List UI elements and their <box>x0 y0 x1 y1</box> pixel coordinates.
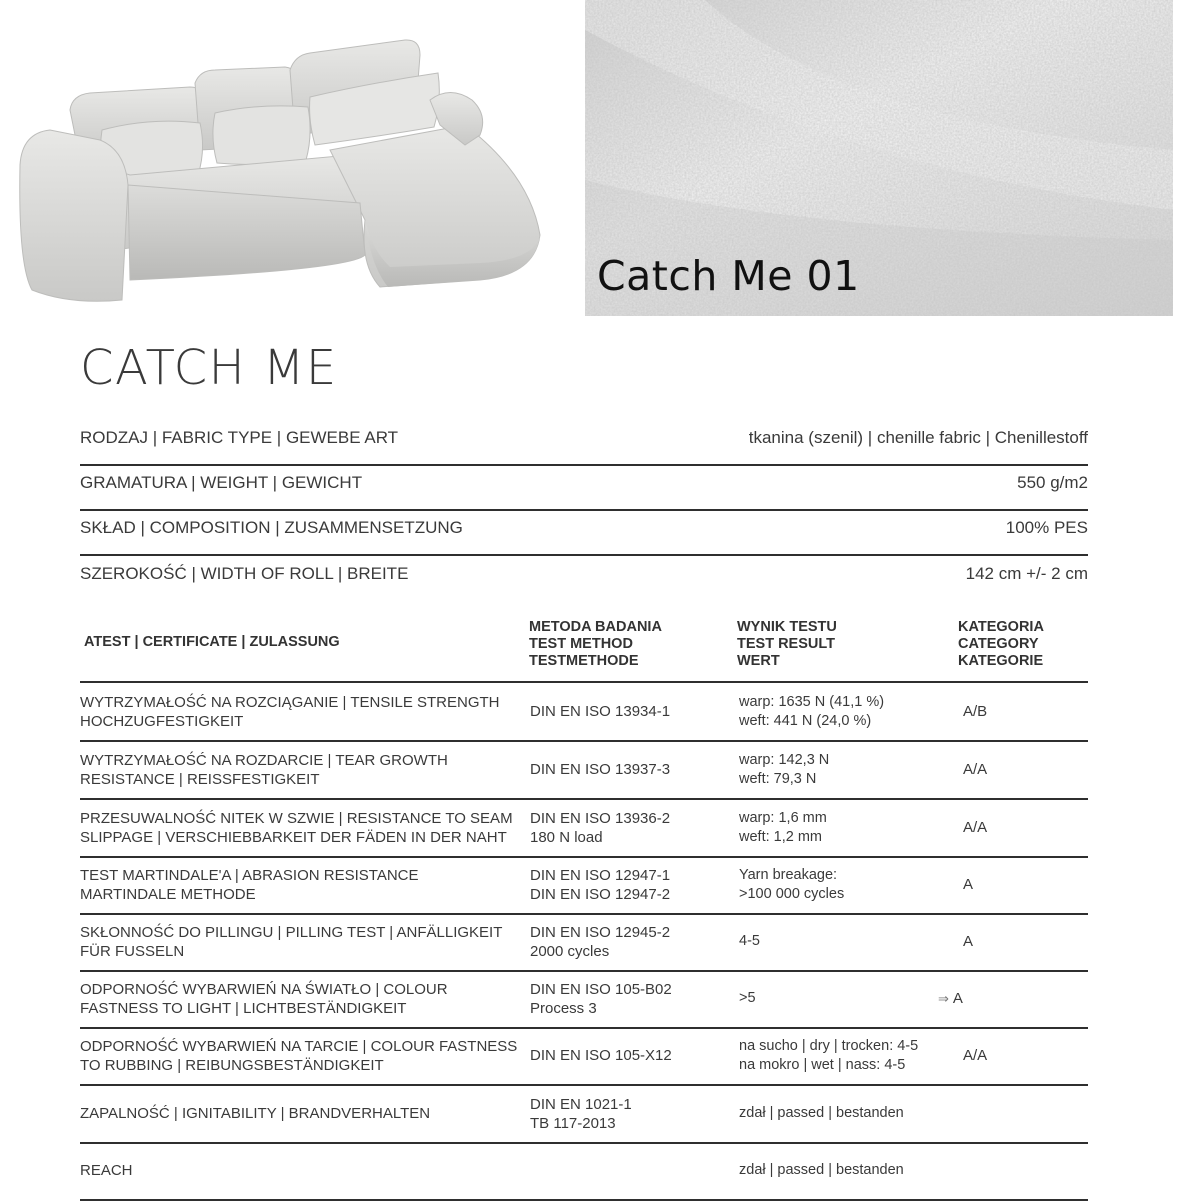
test-row <box>80 683 1088 742</box>
test-name-line: ODPORNOŚĆ WYBARWIEŃ NA TARCIE | COLOUR FASTNESS <box>80 1037 518 1055</box>
test-method-line: TB 117-2013 <box>530 1114 616 1132</box>
spec-row <box>80 463 1088 511</box>
spec-label: SKŁAD | COMPOSITION | ZUSAMMENSETZUNG <box>80 518 463 537</box>
test-name-line: ZAPALNOŚĆ | IGNITABILITY | BRANDVERHALTEN <box>80 1105 431 1122</box>
swatch-label: Catch Me 01 <box>597 252 860 300</box>
test-row <box>80 1027 1088 1086</box>
test-method <box>530 1095 730 1133</box>
test-result <box>739 751 949 789</box>
test-row <box>80 1142 1088 1201</box>
test-name-line: ODPORNOŚĆ WYBARWIEŃ NA ŚWIATŁO | COLOUR <box>80 980 448 998</box>
test-name-line: SKŁONNOŚĆ DO PILLINGU | PILLING TEST | ANFÄLLIGKEIT <box>80 923 503 941</box>
test-method-line: DIN EN ISO 12945-2 <box>530 923 671 941</box>
test-row <box>80 970 1088 1029</box>
test-result-line: Yarn breakage: <box>739 866 838 883</box>
test-method <box>530 702 730 721</box>
header-result: WYNIK TESTU TEST RESULT WERT <box>737 619 837 669</box>
test-name-line: RESISTANCE | REISSFESTIGKEIT <box>80 770 320 788</box>
test-result-line: na sucho | dry | trocken: 4-5 <box>739 1037 919 1054</box>
test-method <box>530 980 730 1018</box>
test-row <box>80 1085 1088 1144</box>
test-category-value: A/A <box>963 761 988 778</box>
test-name-line: FASTNESS TO LIGHT | LICHTBESTÄNDIGKEIT <box>80 999 407 1017</box>
spec-label: GRAMATURA | WEIGHT | GEWICHT <box>80 473 363 492</box>
test-result <box>739 693 949 731</box>
spec-value: 142 cm +/- 2 cm <box>965 564 1088 583</box>
test-name <box>80 866 520 904</box>
spec-label: SZEROKOŚĆ | WIDTH OF ROLL | BREITE <box>80 564 409 583</box>
test-method <box>530 760 730 779</box>
test-name-line: FÜR FUSSELN <box>80 942 185 960</box>
test-name-line: REACH <box>80 1162 133 1179</box>
test-method-line: Process 3 <box>530 999 597 1017</box>
test-result <box>739 932 949 951</box>
sofa-image <box>10 25 555 305</box>
test-category-value: A <box>952 990 963 1007</box>
test-method-line: 2000 cycles <box>530 942 610 960</box>
test-name <box>80 751 520 789</box>
test-name <box>80 693 520 731</box>
test-method-line: DIN EN ISO 13934-1 <box>530 703 671 720</box>
test-result-line: >5 <box>739 990 756 1006</box>
test-result <box>739 809 949 847</box>
spec-label: RODZAJ | FABRIC TYPE | GEWEBE ART <box>80 428 399 447</box>
test-result <box>739 1104 949 1123</box>
test-method <box>530 866 730 904</box>
page-title: CATCH ME <box>80 340 338 396</box>
test-result-line: warp: 1,6 mm <box>739 809 827 826</box>
test-category <box>963 702 1073 721</box>
test-name <box>80 1037 520 1075</box>
test-category-value: A/B <box>963 703 988 720</box>
test-name-line: PRZESUWALNOŚĆ NITEK W SZWIE | RESISTANCE TO SEAM <box>80 809 513 827</box>
test-name-line: TEST MARTINDALE'A | ABRASION RESISTANCE <box>80 866 419 884</box>
test-category-value: A/A <box>963 819 988 836</box>
test-method-line: 180 N load <box>530 828 603 846</box>
test-category-value: A <box>963 876 974 893</box>
test-method <box>530 1046 730 1065</box>
test-result-line: warp: 142,3 N <box>739 751 830 768</box>
test-result-line: zdał | passed | bestanden <box>739 1105 904 1121</box>
test-result <box>739 1037 949 1075</box>
test-result-line: >100 000 cycles <box>739 885 845 902</box>
test-result-line: na mokro | wet | nass: 4-5 <box>739 1056 906 1073</box>
test-name-line: HOCHZUGFESTIGKEIT <box>80 712 244 730</box>
spec-row <box>80 554 1088 600</box>
test-method-line: DIN EN ISO 105-X12 <box>530 1047 672 1064</box>
test-name <box>80 1161 520 1180</box>
test-category <box>938 989 1048 1008</box>
test-result-line: weft: 1,2 mm <box>739 828 822 845</box>
test-method-line: DIN EN ISO 13936-2 <box>530 809 671 827</box>
test-result <box>739 989 949 1008</box>
test-row <box>80 913 1088 972</box>
test-row <box>80 856 1088 915</box>
header-certificate: ATEST | CERTIFICATE | ZULASSUNG <box>84 634 340 650</box>
test-name <box>80 923 520 961</box>
test-category-value: A/A <box>963 1047 988 1064</box>
test-name-line: WYTRZYMAŁOŚĆ NA ROZDARCIE | TEAR GROWTH <box>80 751 448 769</box>
test-category <box>963 932 1073 951</box>
test-name-line: TO RUBBING | REIBUNGSBESTÄNDIGKEIT <box>80 1056 384 1074</box>
test-method-line: DIN EN 1021-1 <box>530 1095 632 1113</box>
test-result-line: warp: 1635 N (41,1 %) <box>739 693 885 710</box>
arrow-right-icon: ⇒ <box>938 991 949 1006</box>
test-result <box>739 866 949 904</box>
test-result-line: weft: 79,3 N <box>739 770 817 787</box>
test-category <box>963 875 1073 894</box>
spec-value: 100% PES <box>1005 518 1088 537</box>
test-row <box>80 799 1088 858</box>
test-method <box>530 809 730 847</box>
header-method: METODA BADANIA TEST METHOD TESTMETHODE <box>529 619 662 669</box>
test-method-line: DIN EN ISO 12947-1 <box>530 866 671 884</box>
test-method-line: DIN EN ISO 105-B02 <box>530 980 672 998</box>
test-name-line: WYTRZYMAŁOŚĆ NA ROZCIĄGANIE | TENSILE STRENGTH <box>80 693 500 711</box>
test-name <box>80 809 520 847</box>
test-method-line: DIN EN ISO 13937-3 <box>530 761 671 778</box>
spec-row <box>80 508 1088 556</box>
test-row <box>80 741 1088 800</box>
test-method <box>530 923 730 961</box>
spec-row <box>80 418 1088 466</box>
test-result-line: zdał | passed | bestanden <box>739 1162 904 1178</box>
test-name-line: SLIPPAGE | VERSCHIEBBARKEIT DER FÄDEN IN DER NAHT <box>80 828 507 846</box>
test-name <box>80 980 520 1018</box>
test-category <box>963 1046 1073 1065</box>
test-name-line: MARTINDALE METHODE <box>80 885 256 903</box>
test-result <box>739 1161 949 1180</box>
test-result-line: weft: 441 N (24,0 %) <box>739 712 872 729</box>
test-result-line: 4-5 <box>739 933 760 949</box>
test-method-line: DIN EN ISO 12947-2 <box>530 885 671 903</box>
spec-value: tkanina (szenil) | chenille fabric | Chenillestoff <box>748 428 1088 447</box>
test-category <box>963 818 1073 837</box>
spec-value: 550 g/m2 <box>1017 473 1088 492</box>
test-category-value: A <box>963 933 974 950</box>
test-category <box>963 760 1073 779</box>
header-category: KATEGORIA CATEGORY KATEGORIE <box>958 619 1044 669</box>
test-name <box>80 1104 520 1123</box>
fabric-swatch-image <box>585 0 1173 316</box>
